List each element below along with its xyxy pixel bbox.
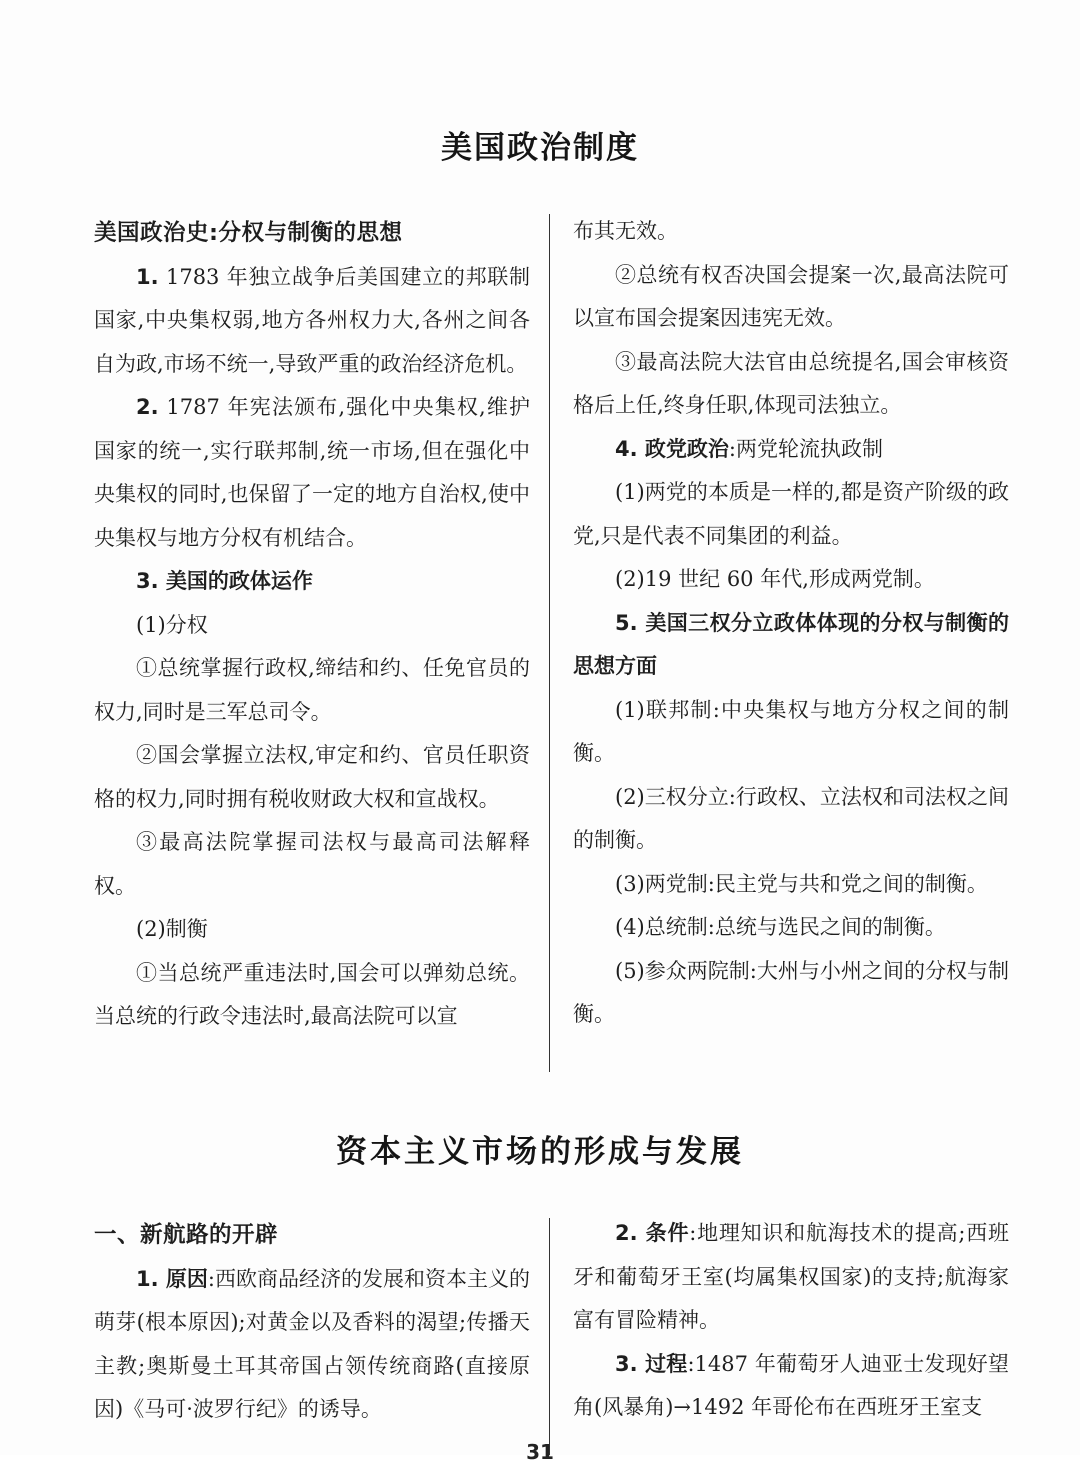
column-divider (549, 1218, 550, 1455)
list-item: (5)参众两院制:大州与小州之间的分权与制衡。 (573, 958, 1009, 1026)
paragraph-5-heading: 5. 美国三权分立政体体现的分权与制衡的思想方面 (573, 610, 1009, 678)
list-item: ①当总统严重违法时,国会可以弹劾总统。当总统的行政令违法时,最高法院可以宣 (94, 960, 530, 1028)
paragraph-4 (573, 428, 1009, 472)
section2-left-column (94, 1214, 530, 1432)
section-title-capitalist-market: 资本主义市场的形成与发展 (336, 1134, 744, 1170)
paragraph-2 (94, 386, 530, 560)
paragraph-3 (573, 1343, 1009, 1430)
list-item: (4)总统制:总统与选民之间的制衡。 (615, 915, 946, 939)
list-item: ①总统掌握行政权,缔结和约、任免官员的权力,同时是三军总司令。 (94, 656, 530, 724)
sub-item-checks: (2)制衡 (136, 917, 208, 941)
paragraph-text: 1783 年独立战争后美国建立的邦联制国家,中央集权弱,地方各州权力大,各州之间各自为政,市场不统一,导致严重的政治经济危机。 (94, 264, 530, 376)
list-item: (1)两党的本质是一样的,都是资产阶级的政党,只是代表不同集团的利益。 (573, 480, 1009, 548)
paragraph-text: :两党轮流执政制 (728, 436, 883, 461)
paragraph-3-heading: 3. 美国的政体运作 (136, 569, 313, 593)
column-divider (549, 214, 550, 1072)
paragraph-label: 2. 条件 (615, 1221, 690, 1245)
list-item: ②国会掌握立法权,审定和约、官员任职资格的权力,同时拥有税收财政大权和宣战权。 (94, 743, 530, 811)
section-title-us-political-system: 美国政治制度 (441, 130, 639, 166)
paragraph-label: 1. 原因 (136, 1266, 208, 1291)
paragraph-text: :西欧商品经济的发展和资本主义的萌芽(根本原因);对黄金以及香料的渴望;传播天主教;奥斯曼土耳其帝国占领传统商路(直接原因)《马可·波罗行纪》的诱导。 (94, 1266, 530, 1421)
paragraph-number: 2. (136, 395, 159, 419)
paragraph-1 (94, 1258, 530, 1432)
paragraph-number: 1. (136, 264, 159, 289)
list-item: (3)两党制:民主党与共和党之间的制衡。 (615, 871, 988, 896)
list-item: (2)19 世纪 60 年代,形成两党制。 (615, 567, 935, 591)
subsection-heading: 一、新航路的开辟 (94, 1222, 279, 1248)
sub-item-separation: (1)分权 (136, 612, 208, 637)
paragraph-text: 1787 年宪法颁布,强化中央集权,维护国家的统一,实行联邦制,统一市场,但在强化中央集权的同时,也保留了一定的地方自治权,使中央集权与地方分权有机结合。 (94, 395, 530, 550)
paragraph-text: :地理知识和航海技术的提高;西班牙和葡萄牙王室(均属集权国家)的支持;航海家富有冒险精神。 (573, 1221, 1009, 1332)
list-item: (1)联邦制:中央集权与地方分权之间的制衡。 (573, 697, 1009, 765)
paragraph-label: 4. 政党政治 (615, 436, 729, 461)
section1-right-column (573, 210, 1009, 1037)
list-item: ③最高法院大法官由总统提名,国会审核资格后上任,终身任职,体现司法独立。 (573, 349, 1009, 417)
paragraph-label: 3. 过程 (615, 1351, 688, 1376)
list-item: (2)三权分立:行政权、立法权和司法权之间的制衡。 (573, 784, 1009, 852)
list-item: ②总统有权否决国会提案一次,最高法院可以宣布国会提案因违宪无效。 (573, 262, 1009, 330)
page-number: 31 (526, 1440, 554, 1464)
section2-right-column (573, 1212, 1009, 1430)
paragraph-text: :1487 年葡萄牙人迪亚士发现好望角(风暴角)→1492 年哥伦布在西班牙王室支 (573, 1351, 1009, 1419)
list-item: ③最高法院掌握司法权与最高司法解释权。 (94, 830, 530, 898)
paragraph-1 (94, 256, 530, 387)
continued-text: 布其无效。 (573, 219, 678, 243)
paragraph-2 (573, 1212, 1009, 1343)
subsection-heading: 美国政治史:分权与制衡的思想 (94, 220, 403, 246)
section1-left-column (94, 212, 530, 1039)
